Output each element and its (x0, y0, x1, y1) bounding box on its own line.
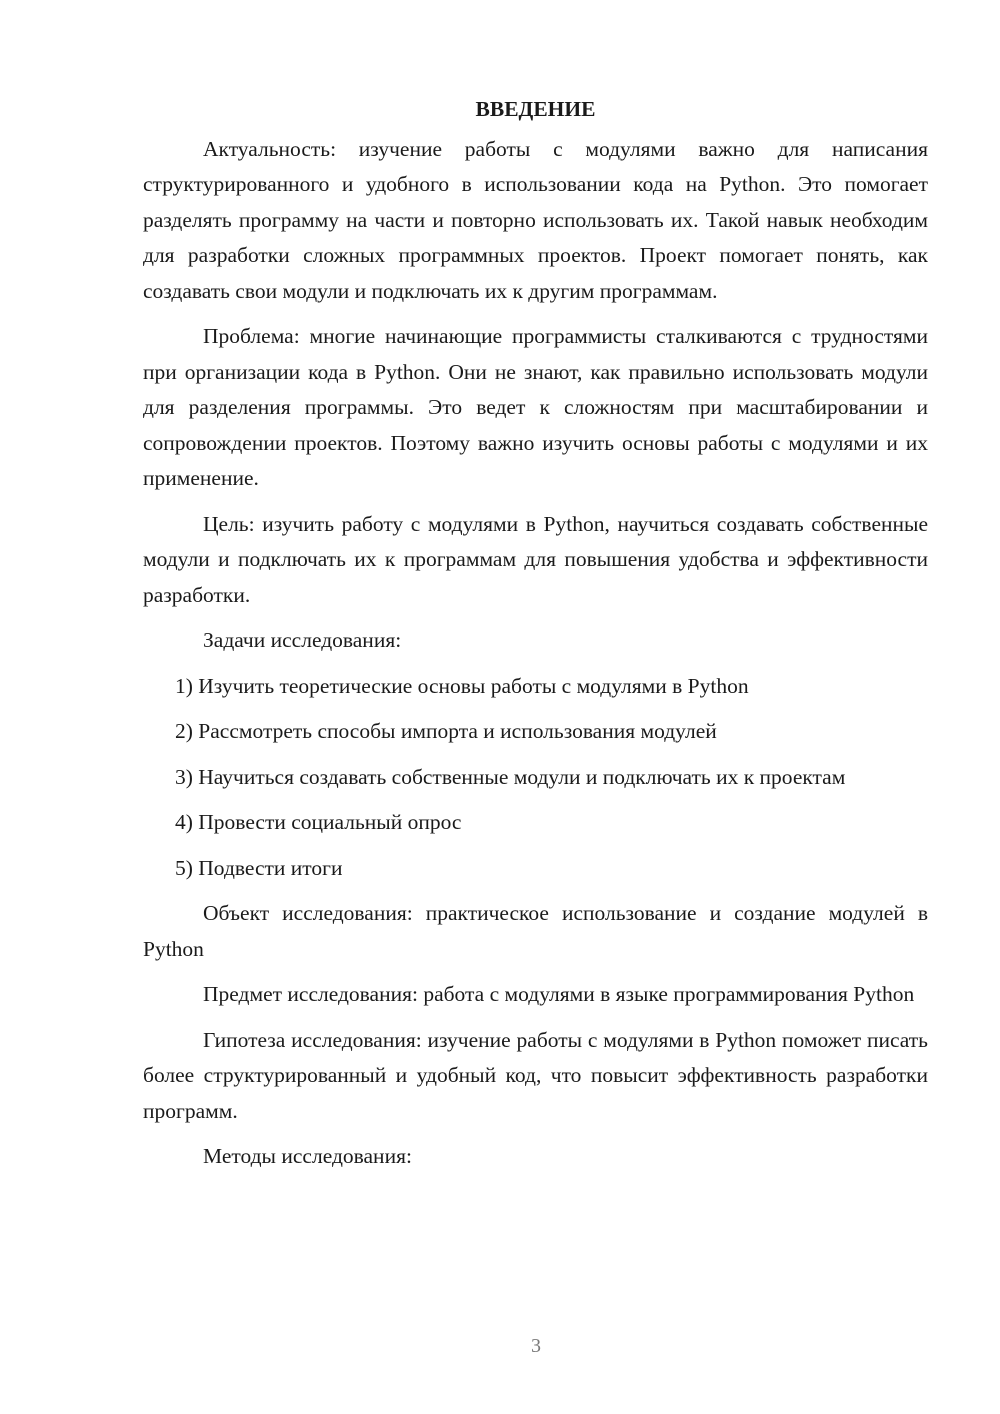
task-item-4: 4) Провести социальный опрос (175, 810, 462, 834)
paragraph-relevance: Актуальность: изучение работы с модулями важно для написания структурированного и удобного в использовании кода на Python. Это помогает разделять программу на части и повторно использовать их. Такой навык необходим для разработки сложных программных проектов. Проект помогает понять, как создавать свои модули и подключать их к другим программам. (143, 136, 928, 303)
paragraph-problem: Проблема: многие начинающие программисты сталкиваются с трудностями при организации кода в Python. Они не знают, как правильно использовать модули для разделения программы. Это ведет к сложностям при масштабировании и сопровождении проектов. Поэтому важно изучить основы работы с модулями и их применение. (143, 324, 928, 490)
task-item-2: 2) Рассмотреть способы импорта и использования модулей (175, 719, 717, 743)
methods-heading: Методы исследования: (203, 1144, 412, 1168)
tasks-heading: Задачи исследования: (203, 628, 402, 652)
paragraph-subject: Предмет исследования: работа с модулями в языке программирования Python (203, 982, 915, 1006)
section-title: ВВЕДЕНИЕ (475, 97, 596, 121)
document-page (143, 92, 928, 1185)
paragraph-object: Объект исследования: практическое использование и создание модулей в Python (143, 901, 928, 961)
paragraph-goal: Цель: изучить работу с модулями в Python, научиться создавать собственные модули и подключать их к программам для повышения удобства и эффективности разработки. (143, 511, 928, 607)
task-item-1: 1) Изучить теоретические основы работы с модулями в Python (175, 673, 749, 698)
task-item-5: 5) Подвести итоги (175, 855, 343, 880)
task-item-3: 3) Научиться создавать собственные модули и подключать их к проектам (175, 764, 846, 789)
page-number: 3 (531, 1335, 541, 1357)
paragraph-hypothesis: Гипотеза исследования: изучение работы с модулями в Python поможет писать более структурированный и удобный код, что повысит эффективность разработки программ. (143, 1027, 928, 1123)
